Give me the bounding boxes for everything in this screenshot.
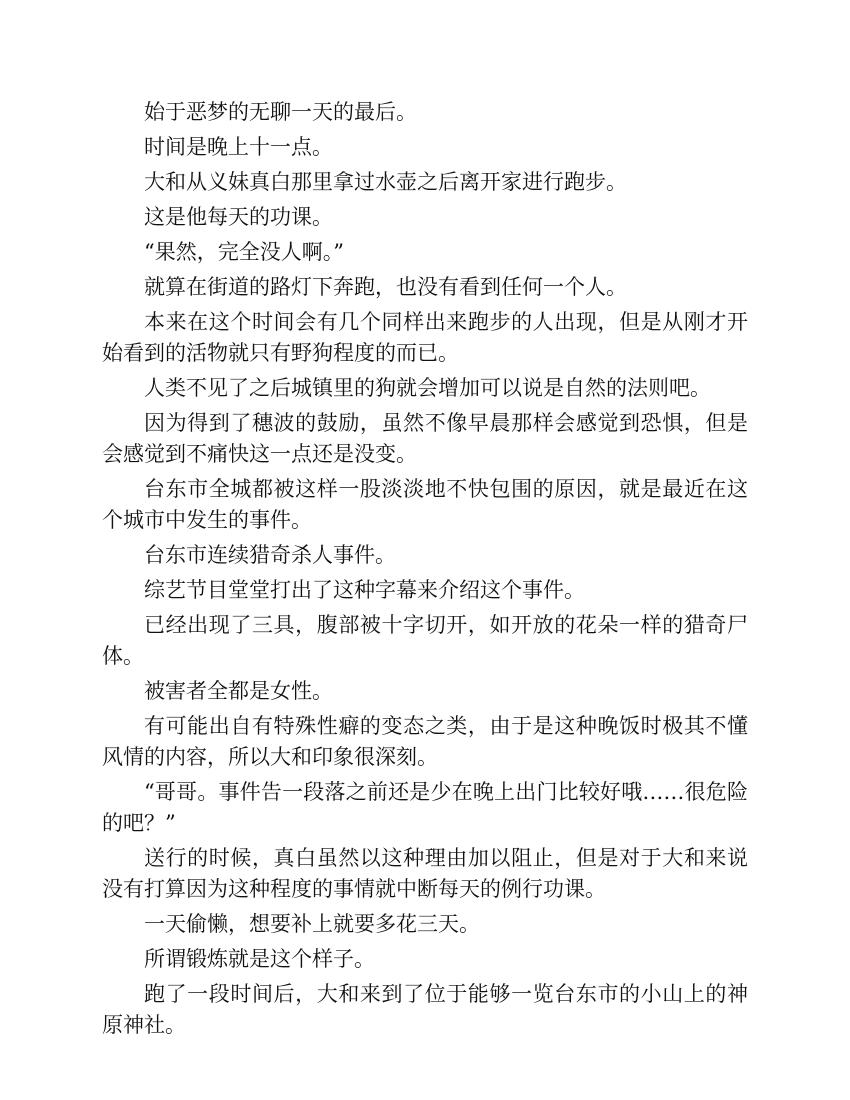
paragraph: 一天偷懒，想要补上就要多花三天。 [144,912,480,936]
paragraph: 始于恶梦的无聊一天的最后。 [144,100,417,124]
paragraph: 综艺节目堂堂打出了这种字幕来介绍这个事件。 [144,578,585,602]
paragraph: “哥哥。事件告一段落之前还是少在晚上出门比较好哦……很危险的吧？” [102,780,748,835]
paragraph: 有可能出自有特殊性癖的变态之类，由于是这种晚饭时极其不懂风情的内容，所以大和印象很深刻。 [102,714,748,769]
paragraph: 这是他每天的功课。 [144,205,333,229]
paragraph: 已经出现了三具，腹部被十字切开，如开放的花朵一样的猎奇尸体。 [102,613,748,668]
paragraph: 因为得到了穗波的鼓励，虽然不像早晨那样会感觉到恐惧，但是会感觉到不痛快这一点还是没变。 [102,411,748,466]
paragraph: 跑了一段时间后，大和来到了位于能够一览台东市的小山上的神原神社。 [102,982,748,1037]
paragraph: 大和从义妹真白那里拿过水壶之后离开家进行跑步。 [144,170,627,194]
paragraph: 人类不见了之后城镇里的狗就会增加可以说是自然的法则吧。 [144,376,711,400]
paragraph: 被害者全都是女性。 [144,679,333,703]
paragraph: 台东市全城都被这样一股淡淡地不快包围的原因，就是最近在这个城市中发生的事件。 [102,477,748,532]
paragraph: 台东市连续猎奇杀人事件。 [144,543,396,567]
paragraph: 就算在街道的路灯下奔跑，也没有看到任何一个人。 [144,275,627,299]
paragraph: 送行的时候，真白虽然以这种理由加以阻止，但是对于大和来说没有打算因为这种程度的事情就中断每天的例行功课。 [102,846,748,901]
paragraph: 所谓锻炼就是这个样子。 [144,947,375,971]
paragraph: “果然，完全没人啊。” [144,240,344,264]
paragraph: 时间是晚上十一点。 [144,135,333,159]
document-body [102,97,748,1045]
paragraph: 本来在这个时间会有几个同样出来跑步的人出现，但是从刚才开始看到的活物就只有野狗程度的而已。 [102,310,748,365]
